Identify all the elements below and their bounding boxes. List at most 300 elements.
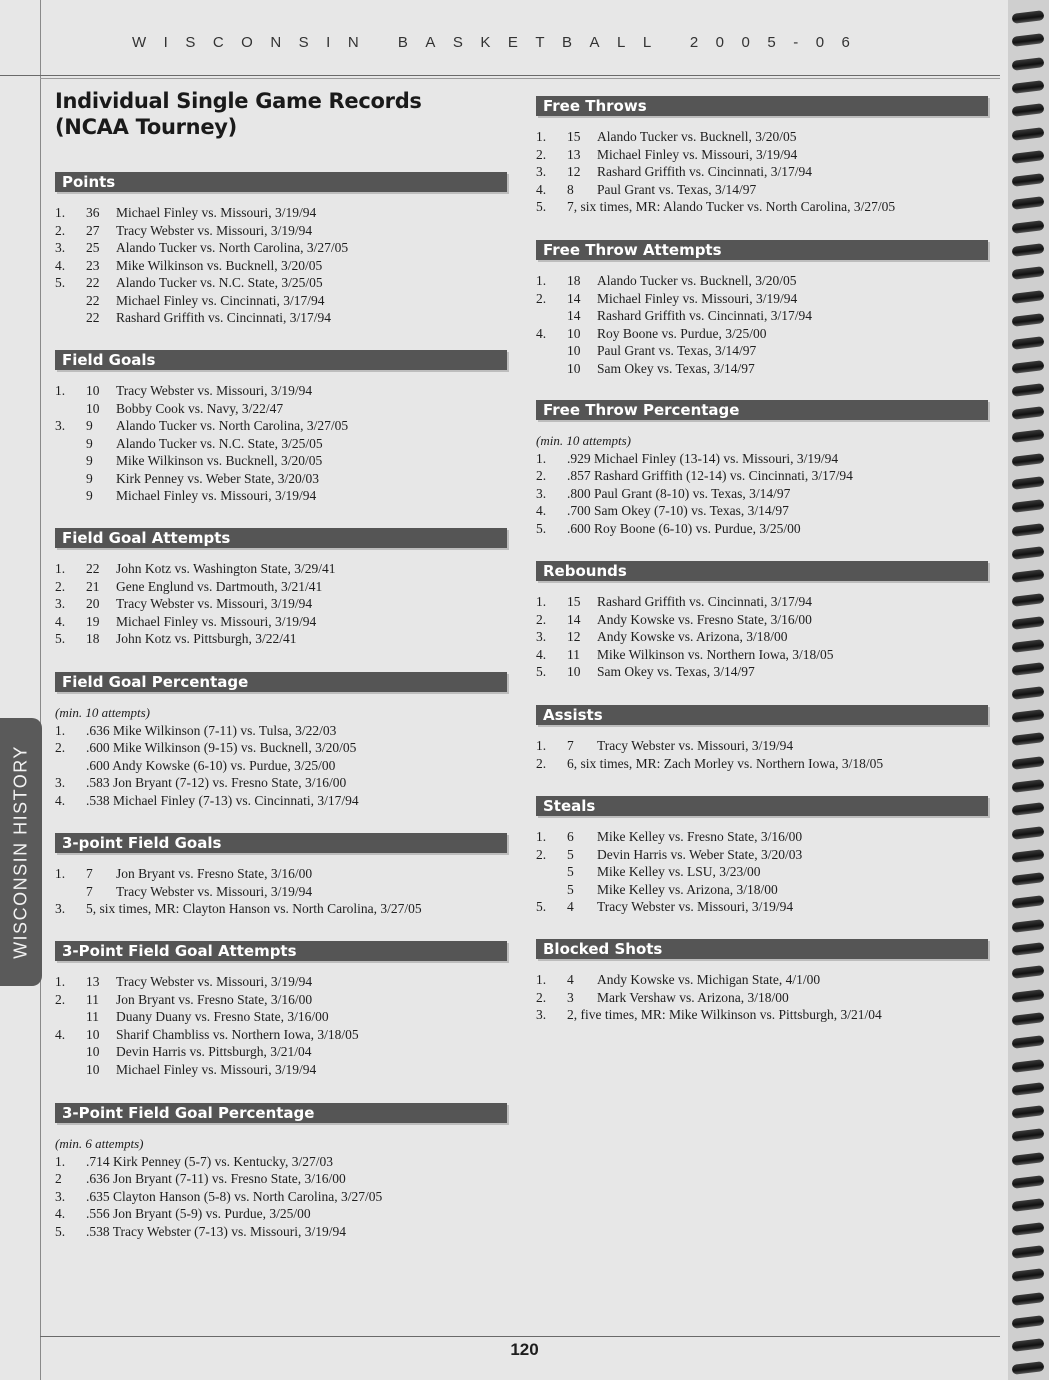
section-title: Free Throw Percentage [536,400,988,420]
record-list [536,737,988,772]
record-value: 36 [86,205,100,220]
record-rank: 2. [536,846,547,862]
spiral-coil [1012,1245,1045,1259]
record-list [55,204,507,327]
record-row [536,360,988,378]
record-text: Devin Harris vs. Pittsburgh, 3/21/04 [116,1044,312,1059]
section-free-throw-percentage [536,400,988,537]
record-row [536,611,988,629]
spiral-coil [1012,1128,1045,1142]
record-rank: 3. [55,596,66,611]
record-rank: 4. [55,1206,66,1221]
record-text: 5, six times, MR: Clayton Hanson vs. North Carolina, 3/27/05 [86,901,422,916]
record-rank: 3. [55,901,66,916]
record-text: Sam Okey vs. Texas, 3/14/97 [597,664,755,679]
section-steals [536,796,988,916]
record-rank: 2. [55,991,66,1007]
section-title: Field Goals [55,350,507,370]
record-rank: 3. [55,775,66,790]
record-value: 10 [86,1061,100,1077]
record-text: Sam Okey vs. Texas, 3/14/97 [597,360,755,376]
record-value: 25 [86,240,100,255]
record-list [536,272,988,377]
record-text: Tracy Webster vs. Missouri, 3/19/94 [597,899,794,914]
record-text: Devin Harris vs. Weber State, 3/20/03 [597,846,803,862]
record-text: 7, six times, MR: Alando Tucker vs. North Carolina, 3/27/05 [567,199,896,214]
record-rank: 5. [55,1223,66,1239]
record-row [55,274,507,292]
spiral-coil [1012,989,1045,1003]
spiral-coil [1012,1059,1045,1073]
record-text: .636 Mike Wilkinson (7-11) vs. Tulsa, 3/22/03 [86,722,337,738]
min-attempts-note: (min. 10 attempts) [536,433,631,448]
record-value: 11 [86,991,99,1007]
record-text: Alando Tucker vs. N.C. State, 3/25/05 [116,435,323,451]
record-rank: 4. [536,325,547,341]
section-3-point-field-goals [55,833,507,918]
record-row [536,272,988,290]
record-value: 15 [567,594,581,609]
record-text: Kirk Penney vs. Weber State, 3/20/03 [116,470,320,486]
record-value: 10 [86,1044,100,1059]
record-row [536,128,988,146]
record-row [536,593,988,611]
record-value: 5 [567,864,574,879]
record-rank: 1. [55,974,66,989]
spiral-coil [1012,1292,1045,1306]
spiral-coil [1012,895,1045,909]
min-attempts-note: (min. 6 attempts) [55,1136,144,1151]
side-tab-label: WISCONSIN HISTORY [10,745,31,959]
record-value: 7 [86,866,93,881]
record-row [55,792,507,810]
section-free-throw-attempts [536,240,988,377]
record-value: 21 [86,578,100,594]
record-row [55,973,507,991]
spiral-coil [1012,686,1045,700]
record-value: 8 [567,181,574,197]
record-row [55,400,507,418]
record-value: 9 [86,453,93,468]
record-value: 11 [86,1009,99,1024]
record-text: Alando Tucker vs. North Carolina, 3/27/05 [116,418,349,433]
record-row [536,290,988,308]
record-value: 19 [86,613,100,629]
record-row [55,452,507,470]
spiral-coil [1012,639,1045,653]
spiral-coil [1012,849,1045,863]
spiral-coil [1012,1222,1045,1236]
spiral-coil [1012,1268,1045,1282]
record-text: .857 Rashard Griffith (12-14) vs. Cincinnati, 3/17/94 [567,468,853,483]
spiral-coil [1012,220,1045,234]
header-rule-secondary [40,78,1000,79]
spiral-coil [1012,523,1045,537]
record-row [55,1043,507,1061]
record-rank: 4. [55,1026,66,1042]
record-text: .556 Jon Bryant (5-9) vs. Purdue, 3/25/00 [86,1206,311,1221]
record-row [55,900,507,918]
spiral-coil [1012,266,1045,280]
record-row [536,646,988,664]
spiral-coil [1012,243,1045,257]
record-value: 7 [86,883,93,899]
spiral-coil [1012,1198,1045,1212]
record-rank: 1. [536,450,547,466]
record-row [536,502,988,520]
spiral-coil [1012,1105,1045,1119]
record-value: 9 [86,418,93,433]
spiral-binding [1008,0,1049,1380]
record-row [55,1061,507,1079]
record-rank: 1. [536,738,547,753]
record-text: Michael Finley vs. Missouri, 3/19/94 [116,1061,317,1077]
record-text: Jon Bryant vs. Fresno State, 3/16/00 [116,991,313,1007]
record-row [55,435,507,453]
section-title: Field Goal Attempts [55,528,507,548]
record-rank: 5. [536,664,547,679]
record-row [536,737,988,755]
record-value: 10 [567,325,581,341]
record-row [55,1205,507,1223]
record-text: Rashard Griffith vs. Cincinnati, 3/17/94 [116,310,331,325]
record-text: Michael Finley vs. Missouri, 3/19/94 [116,488,317,503]
record-row [55,309,507,327]
section-title: 3-Point Field Goal Percentage [55,1103,507,1123]
record-row [55,774,507,792]
record-text: Mike Kelley vs. LSU, 3/23/00 [597,864,761,879]
section-field-goal-percentage [55,672,507,809]
spiral-coil [1012,290,1045,304]
record-rank: 2. [536,611,547,627]
record-row [536,325,988,343]
record-rank: 5. [536,199,547,214]
record-row [55,470,507,488]
record-row [536,146,988,164]
spiral-coil [1012,732,1045,746]
record-text: .538 Tracy Webster (7-13) vs. Missouri, 3/19/94 [86,1223,347,1239]
record-row [536,898,988,916]
record-rank: 3. [536,1007,547,1022]
section-points [55,172,507,327]
record-text: Michael Finley vs. Missouri, 3/19/94 [597,290,798,306]
record-rank: 1. [536,972,547,987]
record-text: Alando Tucker vs. Bucknell, 3/20/05 [597,129,797,144]
record-rank: 4. [55,257,66,273]
record-text: Duany Duany vs. Fresno State, 3/16/00 [116,1009,329,1024]
record-list [55,1135,507,1240]
spiral-coil [1012,173,1045,187]
section-title: 3-point Field Goals [55,833,507,853]
record-rank: 1. [55,722,66,738]
record-text: Gene Englund vs. Dartmouth, 3/21/41 [116,578,323,594]
spiral-coil [1012,802,1045,816]
record-value: 9 [86,435,93,451]
spiral-coil [1012,127,1045,141]
record-rank: 5. [55,631,66,646]
spiral-coil [1012,80,1045,94]
record-text: John Kotz vs. Pittsburgh, 3/22/41 [116,631,297,646]
record-text: Andy Kowske vs. Arizona, 3/18/00 [597,629,788,644]
record-value: 10 [86,383,100,398]
record-text: Mike Wilkinson vs. Bucknell, 3/20/05 [116,257,323,273]
record-list [55,973,507,1078]
record-text: John Kotz vs. Washington State, 3/29/41 [116,561,336,576]
record-rank: 3. [55,418,66,433]
record-row [55,1026,507,1044]
record-value: 18 [567,273,581,288]
record-rank: 2. [536,146,547,162]
record-value: 11 [567,646,580,662]
record-text: 6, six times, MR: Zach Morley vs. Northern Iowa, 3/18/05 [567,755,884,771]
record-rank: 2. [536,755,547,771]
record-row [55,722,507,740]
record-text: Roy Boone vs. Purdue, 3/25/00 [597,325,767,341]
record-text: Michael Finley vs. Missouri, 3/19/94 [116,613,317,629]
section-title: Blocked Shots [536,939,988,959]
record-value: 13 [567,146,581,162]
record-value: 10 [567,664,581,679]
record-value: 14 [567,290,581,306]
record-row [55,417,507,435]
record-value: 14 [567,611,581,627]
record-rank: 3. [55,240,66,255]
spiral-coil [1012,429,1045,443]
record-row [55,630,507,648]
record-text: Paul Grant vs. Texas, 3/14/97 [597,343,757,358]
record-rank: 3. [536,629,547,644]
record-text: Andy Kowske vs. Michigan State, 4/1/00 [597,972,821,987]
spiral-coil [1012,453,1045,467]
record-row [536,520,988,538]
record-row [536,181,988,199]
spiral-coil [1012,57,1045,71]
record-value: 22 [86,561,100,576]
spiral-coil [1012,569,1045,583]
record-value: 5 [567,881,574,897]
record-row [55,578,507,596]
record-row [55,739,507,757]
record-rank: 2. [536,290,547,306]
record-value: 18 [86,631,100,646]
record-row [536,863,988,881]
record-rank: 4. [536,646,547,662]
record-rank: 2. [536,989,547,1005]
record-text: Sharif Chambliss vs. Northern Iowa, 3/18/05 [116,1026,359,1042]
record-rank: 2. [536,468,547,483]
record-rank: 3. [55,1188,66,1204]
record-text: Rashard Griffith vs. Cincinnati, 3/17/94 [597,164,812,179]
record-text: Tracy Webster vs. Missouri, 3/19/94 [116,596,313,611]
side-tab [0,718,42,986]
spiral-coil [1012,709,1045,723]
page-number: 120 [510,1340,539,1359]
record-value: 9 [86,488,93,503]
page-title-line-1: Individual Single Game Records [55,89,422,113]
spiral-coil [1012,499,1045,513]
record-rank: 5. [536,899,547,914]
page-frame-line [40,0,41,1380]
record-value: 27 [86,222,100,238]
spiral-coil [1012,616,1045,630]
record-value: 22 [86,275,100,290]
record-rank: 1. [55,561,66,576]
spiral-coil [1012,476,1045,490]
spiral-coil [1012,336,1045,350]
record-value: 10 [567,343,581,358]
record-row [536,163,988,181]
record-text: 2, five times, MR: Mike Wilkinson vs. Pittsburgh, 3/21/04 [567,1007,882,1022]
spiral-coil [1012,196,1045,210]
record-text: .635 Clayton Hanson (5-8) vs. North Carolina, 3/27/05 [86,1188,383,1204]
spiral-coil [1012,1315,1045,1329]
spiral-coil [1012,103,1045,117]
record-list [536,593,988,681]
spiral-coil [1012,662,1045,676]
section-field-goal-attempts [55,528,507,648]
record-row [55,239,507,257]
record-text: Tracy Webster vs. Missouri, 3/19/94 [116,222,313,238]
record-text: .538 Michael Finley (7-13) vs. Cincinnati, 3/17/94 [86,792,359,808]
record-row [536,846,988,864]
record-value: 6 [567,829,574,844]
record-text: Tracy Webster vs. Missouri, 3/19/94 [116,883,313,899]
record-text: Alando Tucker vs. N.C. State, 3/25/05 [116,275,323,290]
record-row [55,222,507,240]
record-text: Mark Vershaw vs. Arizona, 3/18/00 [597,989,789,1005]
record-row [536,342,988,360]
section-blocked-shots [536,939,988,1024]
record-text: Mike Wilkinson vs. Bucknell, 3/20/05 [116,453,323,468]
section-title: Rebounds [536,561,988,581]
spiral-coil [1012,546,1045,560]
record-row [55,1170,507,1188]
record-text: Tracy Webster vs. Missouri, 3/19/94 [116,383,313,398]
spiral-coil [1012,1012,1045,1026]
record-rank: 1. [536,829,547,844]
spiral-coil [1012,1152,1045,1166]
record-rank: 1. [536,273,547,288]
page-title-line-2: (NCAA Tourney) [55,115,237,139]
record-rank: 2. [55,740,66,755]
record-value: 20 [86,596,100,611]
record-text: Alando Tucker vs. North Carolina, 3/27/05 [116,240,349,255]
record-rank: 4. [55,792,66,808]
record-row [536,755,988,773]
spiral-coil [1012,150,1045,164]
record-value: 7 [567,738,574,753]
spiral-coil [1012,826,1045,840]
record-row [55,560,507,578]
record-rank: 1. [55,866,66,881]
record-value: 12 [567,629,581,644]
record-text: .600 Mike Wilkinson (9-15) vs. Bucknell, 3/20/05 [86,740,357,755]
record-row [536,663,988,681]
record-list [55,382,507,505]
record-row [55,991,507,1009]
record-row [55,595,507,613]
record-rank: 4. [536,181,547,197]
record-row [536,467,988,485]
record-value: 10 [86,1026,100,1042]
min-attempts-note: (min. 10 attempts) [55,705,150,720]
spiral-coil [1012,1338,1045,1352]
record-row [55,382,507,400]
spiral-coil [1012,360,1045,374]
record-rank: 4. [536,503,547,518]
spiral-coil [1012,10,1045,24]
record-list [536,828,988,916]
record-row [55,883,507,901]
record-row [536,1006,988,1024]
record-row [55,1223,507,1241]
record-row [55,204,507,222]
spiral-coil [1012,33,1045,47]
record-value: 12 [567,164,581,179]
record-value: 22 [86,292,100,308]
spiral-coil [1012,1082,1045,1096]
spiral-coil [1012,919,1045,933]
record-rank: 5. [536,520,547,536]
record-rank: 3. [536,485,547,501]
record-text: .600 Andy Kowske (6-10) vs. Purdue, 3/25/00 [86,757,336,773]
record-text: .636 Jon Bryant (7-11) vs. Fresno State, 3/16/00 [86,1171,346,1186]
record-value: 10 [567,360,581,376]
record-text: Paul Grant vs. Texas, 3/14/97 [597,181,757,197]
record-row [55,865,507,883]
section-title: Field Goal Percentage [55,672,507,692]
record-text: Tracy Webster vs. Missouri, 3/19/94 [116,974,313,989]
section-title: Steals [536,796,988,816]
spiral-coil [1012,406,1045,420]
record-value: 10 [86,400,100,416]
record-row [536,971,988,989]
spiral-coil [1012,756,1045,770]
record-value: 22 [86,310,100,325]
record-row [55,257,507,275]
running-header: WISCONSIN BASKETBALL 2005-06 [132,34,868,51]
header-rule [0,75,1000,76]
record-value: 14 [567,308,581,323]
record-value: 3 [567,989,574,1005]
record-rank: 1. [55,383,66,398]
record-value: 15 [567,129,581,144]
record-text: Rashard Griffith vs. Cincinnati, 3/17/94 [597,594,812,609]
page-title [55,88,422,140]
record-rank: 5. [55,275,66,290]
record-text: Mike Kelley vs. Fresno State, 3/16/00 [597,829,803,844]
record-rank: 3. [536,164,547,179]
section-rebounds [536,561,988,681]
spiral-coil [1012,593,1045,607]
spiral-coil [1012,1175,1045,1189]
record-text: .700 Sam Okey (7-10) vs. Texas, 3/14/97 [567,503,789,518]
section-title: Assists [536,705,988,725]
record-text: Michael Finley vs. Cincinnati, 3/17/94 [116,292,325,308]
section-assists [536,705,988,772]
section-free-throws [536,96,988,216]
record-row [55,1188,507,1206]
section-title: Free Throw Attempts [536,240,988,260]
record-text: Mike Wilkinson vs. Northern Iowa, 3/18/05 [597,646,834,662]
record-row [55,292,507,310]
record-text: Tracy Webster vs. Missouri, 3/19/94 [597,738,794,753]
record-text: Bobby Cook vs. Navy, 3/22/47 [116,400,284,416]
record-text: Michael Finley vs. Missouri, 3/19/94 [597,146,798,162]
section-3-point-field-goal-percentage [55,1103,507,1240]
record-text: Rashard Griffith vs. Cincinnati, 3/17/94 [597,308,812,323]
record-rank: 2. [55,222,66,238]
